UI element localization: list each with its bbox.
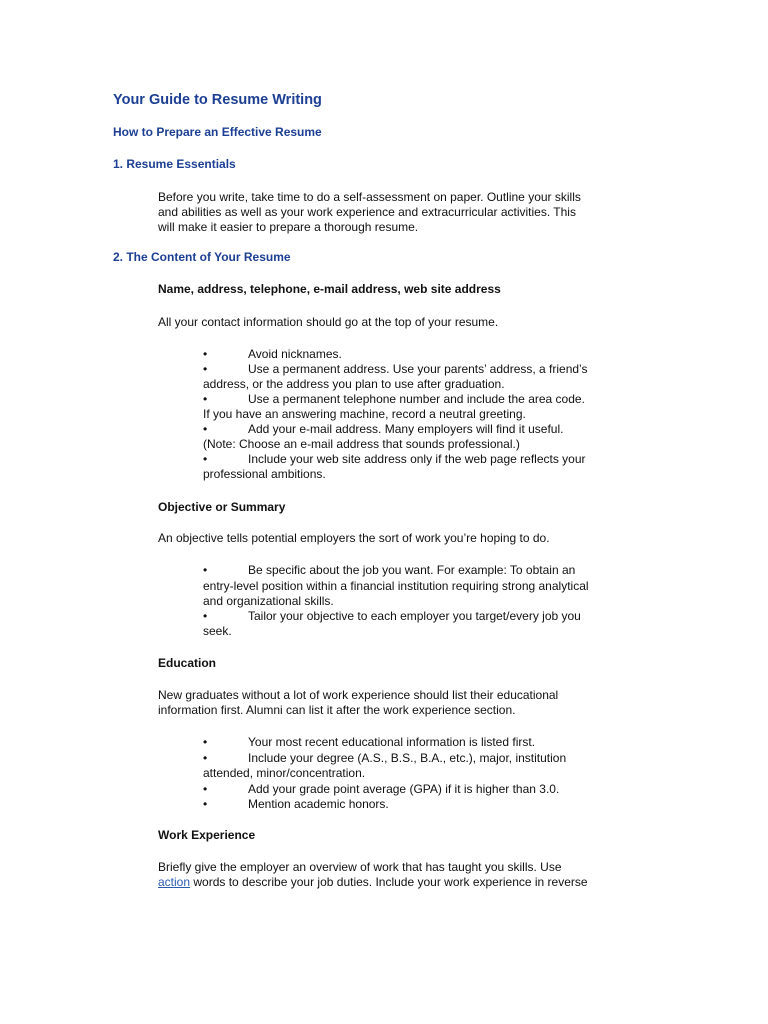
list-item [203,751,608,766]
list-item [203,452,608,467]
list-item [203,422,608,437]
list-item-text: Add your e-mail address. Many employers will find it useful. [248,422,564,436]
paragraph-line: New graduates without a lot of work experience should list their educational [158,688,559,702]
list-item-continuation: seek. [203,624,232,638]
bullet-icon: • [203,392,208,406]
bullet-icon: • [203,797,208,811]
list-item [203,563,608,578]
bullet-icon: • [203,362,208,376]
paragraph-line: and abilities as well as your work experience and extracurricular activities. This [158,205,576,219]
bullet-icon: • [203,751,208,765]
list-item-continuation: entry-level position within a financial institution requiring strong analytical [203,579,589,593]
subheading-work-experience: Work Experience [158,828,256,842]
paragraph-line: Before you write, take time to do a self-assessment on paper. Outline your skills [158,190,581,204]
paragraph-line: Briefly give the employer an overview of work that has taught you skills. Use [158,860,562,874]
list-item [203,797,608,812]
action-words-link[interactable]: action [158,875,191,889]
bullet-icon: • [203,347,208,361]
paragraph-line [158,875,608,890]
list-item-text: Use a permanent telephone number and include the area code. [248,392,585,406]
list-item-text: Add your grade point average (GPA) if it is higher than 3.0. [248,782,560,796]
document-title: Your Guide to Resume Writing [113,92,322,108]
list-item [203,782,608,797]
bullet-icon: • [203,563,208,577]
list-item-continuation: attended, minor/concentration. [203,766,366,780]
paragraph-line: will make it easier to prepare a thorough resume. [158,220,419,234]
document-subtitle: How to Prepare an Effective Resume [113,125,322,139]
paragraph-line: information first. Alumni can list it after the work experience section. [158,703,516,717]
paragraph-line-rest: words to describe your job duties. Include your work experience in reverse [190,875,588,889]
list-item-text: Use a permanent address. Use your parents’ address, a friend’s [248,362,588,376]
contact-intro: All your contact information should go at the top of your resume. [158,315,499,329]
list-item [203,392,608,407]
list-item-continuation: and organizational skills. [203,594,334,608]
list-item-text: Mention academic honors. [248,797,389,811]
list-item-continuation: (Note: Choose an e-mail address that sounds professional.) [203,437,520,451]
section-heading-resume-essentials: 1. Resume Essentials [113,157,236,171]
subheading-objective: Objective or Summary [158,500,286,514]
resume-essentials-paragraph [158,190,608,235]
list-item-continuation: If you have an answering machine, record a neutral greeting. [203,407,526,421]
list-item [203,609,608,624]
bullet-icon: • [203,422,208,436]
list-item-text: Include your degree (A.S., B.S., B.A., etc.), major, institution [248,751,567,765]
bullet-icon: • [203,452,208,466]
list-item-text: Include your web site address only if the web page reflects your [248,452,586,466]
subheading-education: Education [158,656,217,670]
list-item-text: Tailor your objective to each employer you target/every job you [248,609,581,623]
bullet-icon: • [203,782,208,796]
list-item-continuation: address, or the address you plan to use after graduation. [203,377,505,391]
work-experience-paragraph [158,860,608,890]
section-heading-content-of-resume: 2. The Content of Your Resume [113,250,291,264]
education-paragraph [158,688,608,718]
bullet-icon: • [203,609,208,623]
list-item-continuation: professional ambitions. [203,467,326,481]
list-item [203,362,608,377]
list-item [203,735,608,750]
objective-intro: An objective tells potential employers the sort of work you’re hoping to do. [158,531,550,545]
list-item-text: Avoid nicknames. [248,347,342,361]
bullet-icon: • [203,735,208,749]
list-item [203,347,608,362]
list-item-text: Be specific about the job you want. For example: To obtain an [248,563,576,577]
list-item-text: Your most recent educational information is listed first. [248,735,536,749]
subheading-contact-info: Name, address, telephone, e-mail address, web site address [158,282,501,296]
